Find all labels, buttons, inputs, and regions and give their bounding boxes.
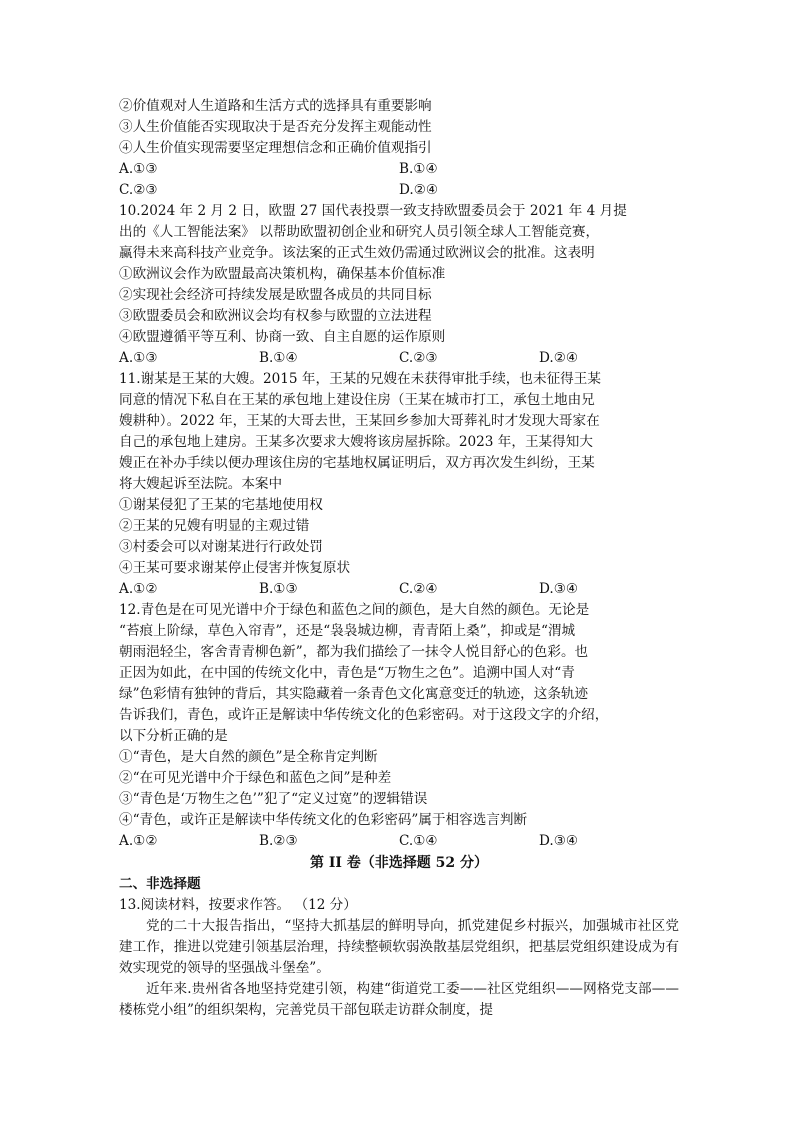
q9-item-3: ③人生价值能否实现取决于是否充分发挥主观能动性	[119, 119, 432, 135]
q12-option-b: B.②③	[259, 833, 298, 849]
q11-item-4: ④王某可要求谢某停止侵害并恢复原状	[119, 560, 351, 576]
q10-item-4: ④欧盟遵循平等互利、协商一致、自主自愿的运作原则	[119, 329, 446, 345]
q9-item-4: ④人生价值实现需要坚定理想信念和正确价值观指引	[119, 140, 432, 156]
q10-option-a: A.①③	[119, 350, 158, 366]
q12-item-2: ②“在可见光谱中介于绿色和蓝色之间”是种差	[119, 770, 392, 786]
q9-options-row-2	[119, 180, 679, 201]
q11-option-a: A.①②	[119, 581, 158, 597]
q10-item-1: ①欧洲议会作为欧盟最高决策机构，确保基本价值标准	[119, 266, 446, 282]
q12-options	[119, 831, 679, 852]
q10-stem-line: 赢得未来高科技产业竞争。该法案的正式生效仍需通过欧洲议会的批准。这表明	[119, 245, 595, 261]
q10-stem-line: 10.2024 年 2 月 2 日，欧盟 27 国代表投票一致支持欧盟委员会于 2021 年 4 月提	[119, 203, 627, 219]
part-2-title: 第 II 卷（非选择题 52 分）	[309, 855, 489, 871]
q9-option-b: B.①④	[399, 161, 438, 177]
q12-item-4: ④“青色，或许正是解读中华传统文化的色彩密码”属于相容选言判断	[119, 812, 528, 828]
q9-options-row-1	[119, 159, 679, 180]
question-13	[119, 895, 679, 1021]
q10-options	[119, 348, 679, 369]
question-12	[119, 600, 679, 852]
q12-stem-line: 以下分析正确的是	[119, 728, 228, 744]
q10-option-d: D.②④	[539, 350, 579, 366]
q11-item-3: ③村委会可以对谢某进行行政处罚	[119, 539, 323, 555]
q11-stem-line: 11.谢某是王某的大嫂。2015 年，王某的兄嫂在未获得审批手续，也未征得王某	[119, 371, 601, 387]
q11-option-c: C.②④	[399, 581, 438, 597]
q9-item-2: ②价值观对人生道路和生活方式的选择具有重要影响	[119, 98, 432, 114]
q12-item-3: ③“青色是‘万物生之色’”犯了“定义过宽”的逻辑错误	[119, 791, 428, 807]
question-11	[119, 369, 679, 600]
q9-option-d: D.②④	[399, 182, 439, 198]
q11-stem-line: 同意的情况下私自在王某的承包地上建设住房（王某在城市打工，承包土地由兄	[119, 392, 595, 408]
q11-item-1: ①谢某侵犯了王某的宅基地使用权	[119, 497, 323, 513]
q11-stem-line: 嫂正在补办手续以便办理该住房的宅基地权属证明后，双方再次发生纠纷，王某	[119, 455, 595, 471]
q12-stem-line: 正因为如此，在中国的传统文化中，青色是“万物生之色”。追溯中国人对“青	[119, 665, 575, 681]
question-10	[119, 201, 679, 369]
q11-options	[119, 579, 679, 600]
q10-option-b: B.①④	[259, 350, 298, 366]
q10-stem-line: 出的《人工智能法案》 以帮助欧盟初创企业和研究人员引领全球人工智能竞赛，	[119, 224, 600, 240]
q11-option-d: D.③④	[539, 581, 579, 597]
q12-stem-line: 绿”色彩情有独钟的背后，其实隐藏着一条青色文化寓意变迁的轨迹，这条轨迹	[119, 686, 589, 702]
q11-stem-line: 嫂耕种）。2022 年，王某的大哥去世，王某回乡参加大哥葬礼时才发现大哥家在	[119, 413, 600, 429]
section-title: 二、非选择题	[119, 876, 201, 892]
q11-stem-line: 将大嫂起诉至法院。本案中	[119, 476, 283, 492]
q9-option-c: C.②③	[119, 182, 158, 198]
q12-stem-line: 告诉我们，青色，或许正是解读中华传统文化的色彩密码。对于这段文字的介绍，	[119, 707, 609, 723]
q11-stem-line: 自己的承包地上建房。王某多次要求大嫂将该房屋拆除。2023 年，王某得知大	[119, 434, 593, 450]
q12-stem-line: “苔痕上阶绿，草色入帘青”，还是“袅袅城边柳，青青陌上桑”，抑或是“渭城	[119, 623, 576, 639]
q13-stem: 13.阅读材料，按要求作答。 （12 分）	[119, 897, 357, 913]
q12-option-a: A.①②	[119, 833, 158, 849]
q13-paragraph: 党的二十大报告指出，“坚持大抓基层的鲜明导向，抓党建促乡村振兴，加强城市社区党建工作，推进以党建引领基层治理，持续整顿软弱涣散基层党组织，把基层党组织建设成为有效实现党的领导的坚强战斗堡垒”。	[119, 918, 679, 976]
q9-option-a: A.①③	[119, 161, 158, 177]
q10-option-c: C.②③	[399, 350, 438, 366]
q11-option-b: B.①③	[259, 581, 298, 597]
question-9-tail	[119, 96, 679, 201]
q12-option-c: C.①④	[399, 833, 438, 849]
q12-item-1: ①“青色，是大自然的颜色”是全称肯定判断	[119, 749, 378, 765]
q12-stem-line: 朝雨浥轻尘，客舍青青柳色新”，都为我们描绘了一抹令人悦目舒心的色彩。也	[119, 644, 589, 660]
q13-paragraph: 近年来.贵州省各地坚持党建引领，构建“街道党工委——社区党组织——网格党支部——楼栋党小组”的组织架构，完善党员干部包联走访群众制度，提	[119, 981, 679, 1018]
exam-page	[119, 96, 679, 1021]
q12-option-d: D.③④	[539, 833, 579, 849]
q10-item-3: ③欧盟委员会和欧洲议会均有权参与欧盟的立法进程	[119, 308, 432, 324]
q10-item-2: ②实现社会经济可持续发展是欧盟各成员的共同目标	[119, 287, 432, 303]
q11-item-2: ②王某的兄嫂有明显的主观过错	[119, 518, 310, 534]
q12-stem-line: 12.青色是在可见光谱中介于绿色和蓝色之间的颜色，是大自然的颜色。无论是	[119, 602, 590, 618]
